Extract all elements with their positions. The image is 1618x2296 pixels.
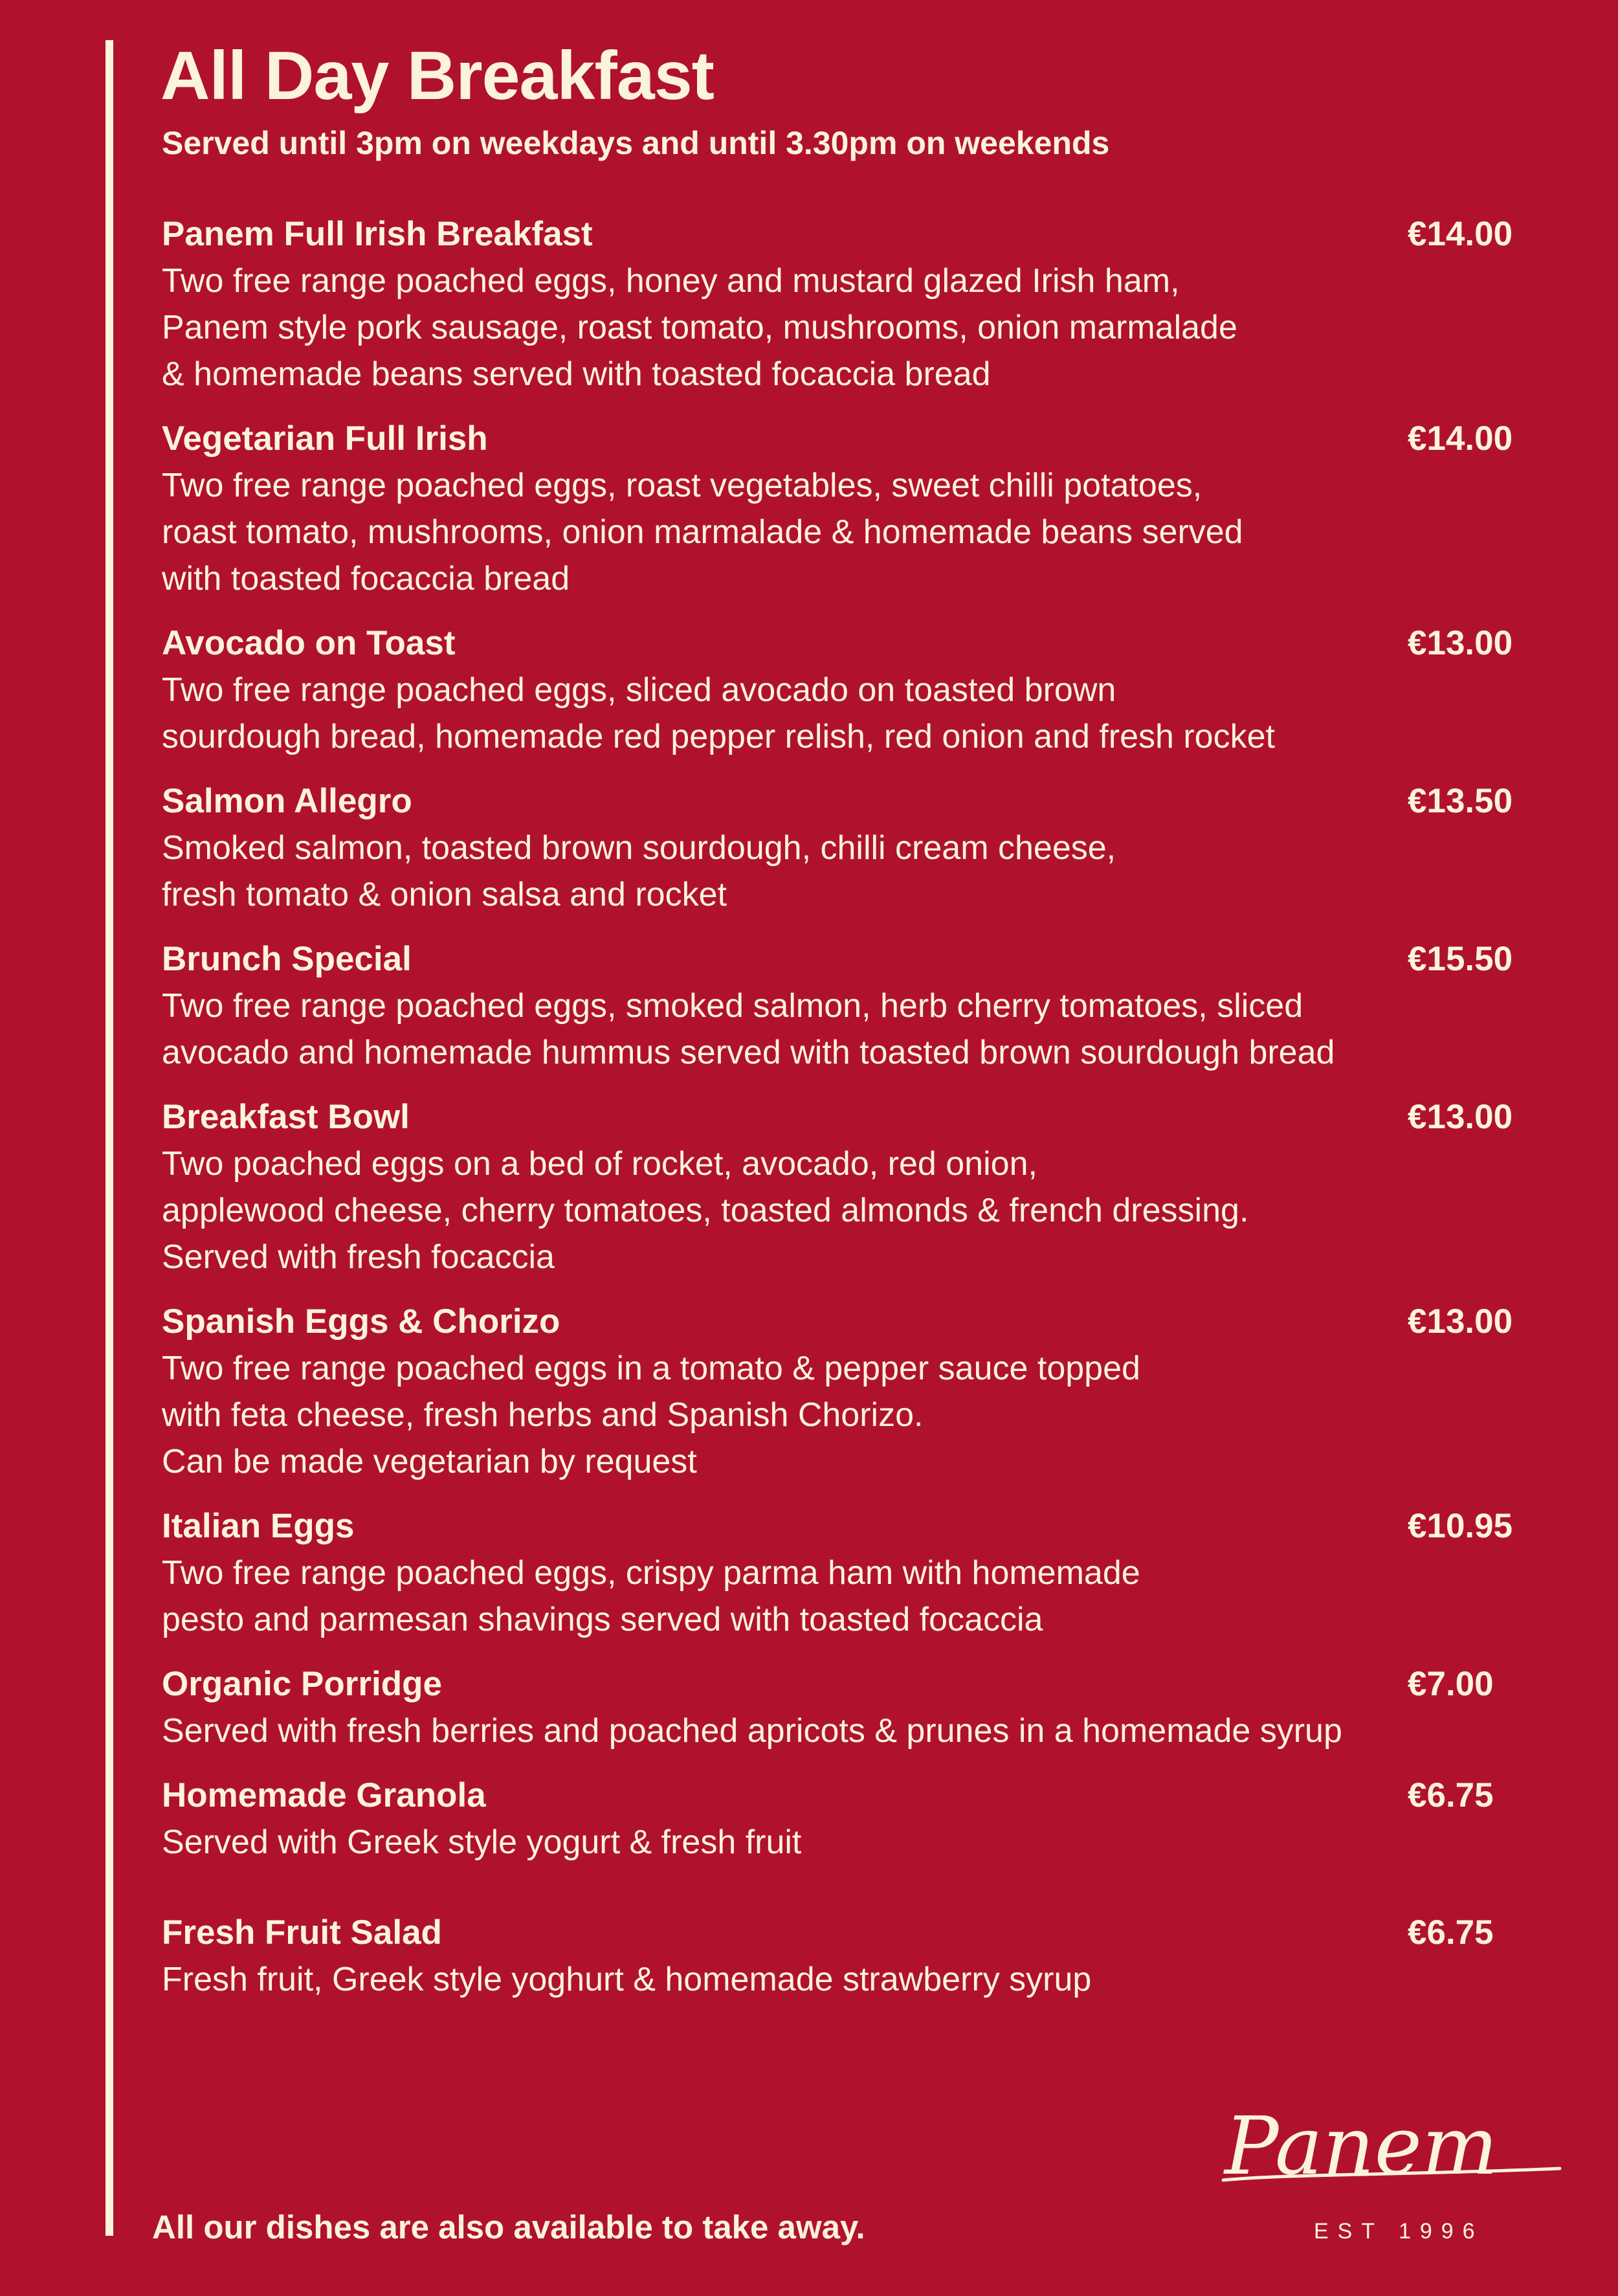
menu-item-name: Fresh Fruit Salad xyxy=(162,1913,442,1952)
menu-item-name: Salmon Allegro xyxy=(162,782,412,820)
menu-item xyxy=(162,1298,1527,1485)
menu-item-description: Two free range poached eggs, crispy parma ham with homemade pesto and parmesan shavings served with toasted focaccia xyxy=(162,1554,1140,1638)
menu-item-price: €14.00 xyxy=(1408,419,1513,458)
menu-item-price: €6.75 xyxy=(1408,1913,1494,1952)
menu-item-description: Two free range poached eggs, honey and mustard glazed Irish ham, Panem style pork sausage, roast tomato, mushrooms, onion marmalade & homemade beans served with toasted focaccia bread xyxy=(162,262,1237,393)
page-title: All Day Breakfast xyxy=(161,38,714,114)
menu-item xyxy=(162,778,1527,918)
menu-item-name: Homemade Granola xyxy=(162,1776,486,1814)
menu-item-description: Two free range poached eggs, smoked salmon, herb cherry tomatoes, sliced avocado and homemade hummus served with toasted brown sourdough bread xyxy=(162,987,1335,1071)
menu-item-name: Organic Porridge xyxy=(162,1665,442,1703)
menu-item-price: €13.00 xyxy=(1408,1302,1513,1341)
menu-item-price: €14.00 xyxy=(1408,215,1513,253)
panem-logo xyxy=(1217,2104,1566,2201)
menu-item-price: €10.95 xyxy=(1408,1507,1513,1545)
menu-item-description: Served with Greek style yogurt & fresh fruit xyxy=(162,1823,802,1861)
menu-item-description: Two free range poached eggs, roast vegetables, sweet chilli potatoes, roast tomato, mushrooms, onion marmalade & homemade beans served with toasted focaccia bread xyxy=(162,467,1243,597)
menu-item-name: Avocado on Toast xyxy=(162,624,456,662)
menu-item xyxy=(162,416,1527,602)
menu-item-description: Smoked salmon, toasted brown sourdough, chilli cream cheese, fresh tomato & onion salsa and rocket xyxy=(162,829,1116,913)
menu-item-price: €15.50 xyxy=(1408,940,1513,978)
takeaway-note: All our dishes are also available to take away. xyxy=(152,2209,865,2246)
menu-item xyxy=(162,1910,1527,2003)
menu-item-name: Breakfast Bowl xyxy=(162,1098,410,1136)
page-subtitle: Served until 3pm on weekdays and until 3.30pm on weekends xyxy=(162,125,1110,161)
menu-item xyxy=(162,1772,1527,1866)
menu-item-price: €7.00 xyxy=(1408,1665,1494,1703)
vertical-rule xyxy=(105,40,113,2236)
menu-item xyxy=(162,1503,1527,1643)
menu-item-description: Fresh fruit, Greek style yoghurt & homemade strawberry syrup xyxy=(162,1961,1092,1998)
menu-item xyxy=(162,211,1527,397)
panem-logo-text: Panem xyxy=(1225,2104,1498,2193)
menu-item-price: €6.75 xyxy=(1408,1776,1494,1814)
menu-item-description: Served with fresh berries and poached apricots & prunes in a homemade syrup xyxy=(162,1712,1342,1750)
menu-item-name: Panem Full Irish Breakfast xyxy=(162,215,593,253)
menu-item-description: Two poached eggs on a bed of rocket, avocado, red onion, applewood cheese, cherry tomatoes, toasted almonds & french dressing. Served with fresh focaccia xyxy=(162,1145,1249,1276)
menu-item-name: Italian Eggs xyxy=(162,1507,355,1545)
menu-item xyxy=(162,936,1527,1076)
menu-item-price: €13.50 xyxy=(1408,782,1513,820)
menu-item xyxy=(162,1094,1527,1280)
menu-item xyxy=(162,1661,1527,1754)
menu-item-name: Brunch Special xyxy=(162,940,412,978)
menu-item-price: €13.00 xyxy=(1408,1098,1513,1136)
brand-block xyxy=(1217,2104,1573,2253)
menu-item-description: Two free range poached eggs, sliced avocado on toasted brown sourdough bread, homemade red pepper relish, red onion and fresh rocket xyxy=(162,671,1275,755)
menu-item-price: €13.00 xyxy=(1408,624,1513,662)
brand-established: EST 1996 xyxy=(1314,2219,1484,2244)
menu-item-name: Spanish Eggs & Chorizo xyxy=(162,1302,560,1341)
menu-item xyxy=(162,620,1527,760)
menu-item-description: Two free range poached eggs in a tomato & pepper sauce topped with feta cheese, fresh herbs and Spanish Chorizo. Can be made vegetarian by request xyxy=(162,1350,1140,1480)
menu-item-name: Vegetarian Full Irish xyxy=(162,419,488,458)
